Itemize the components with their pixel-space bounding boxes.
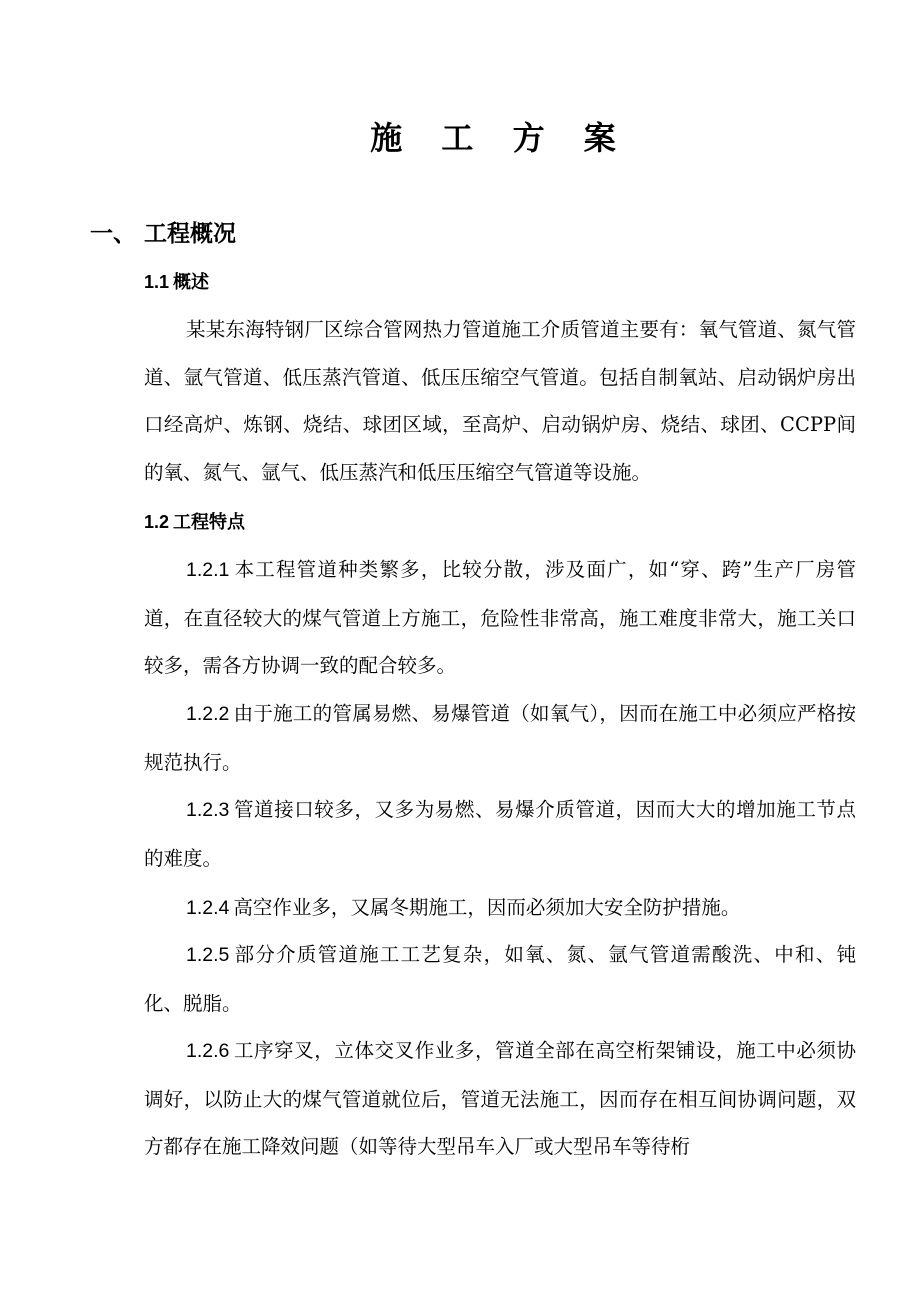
section-number: 一、 — [90, 220, 136, 247]
item-number: 1.2.3 — [186, 799, 230, 821]
item-text: 由于施工的管属易燃、易爆管道（如氧气），因而在施工中必须应严格按规范执行。 — [144, 702, 856, 774]
item-number: 1.2.4 — [186, 897, 230, 919]
item-text: 本工程管道种类繁多，比较分散，涉及面广，如“穿、跨”生产厂房管道，在直径较大的煤气管道上方施工，危险性非常高，施工难度非常大，施工关口较多，需各方协调一致的配合较多。 — [144, 558, 856, 677]
section-heading-1 — [90, 214, 236, 254]
item-text: 工序穿叉，立体交叉作业多，管道全部在高空桁架铺设，施工中必须协调好，以防止大的煤气管道就位后，管道无法施工，因而存在相互间协调问题，双方都存在施工降效问题（如等待大型吊车入厂或大型吊车等待桁 — [144, 1039, 856, 1158]
feature-item-1-2-5 — [144, 931, 856, 1027]
feature-item-1-2-2 — [144, 690, 856, 786]
subsection-number: 1.1 — [144, 272, 170, 292]
subsection-title: 概述 — [173, 272, 210, 293]
feature-item-1-2-3 — [144, 786, 856, 882]
feature-item-1-2-4 — [144, 884, 856, 933]
subsection-heading-1-2 — [144, 507, 245, 538]
item-text: 部分介质管道施工工艺复杂，如氧、氮、氩气管道需酸洗、中和、钝化、脱脂。 — [144, 943, 856, 1015]
section-title: 工程概况 — [144, 220, 236, 247]
overview-paragraph: 某某东海特钢厂区综合管网热力管道施工介质管道主要有：氧气管道、氮气管道、氩气管道、低压蒸汽管道、低压压缩空气管道。包括自制氧站、启动锅炉房出口经高炉、炼钢、烧结、球团区域，至高炉、启动锅炉房、烧结、球团、CCPP间的氧、氮气、氩气、低压蒸汽和低压压缩空气管道等设施。 — [144, 318, 856, 484]
subsection-heading-1-1 — [144, 267, 209, 298]
item-text: 高空作业多，又属冬期施工，因而必须加大安全防护措施。 — [233, 896, 741, 919]
item-number: 1.2.6 — [186, 1040, 230, 1062]
item-text: 管道接口较多，又多为易燃、易爆介质管道，因而大大的增加施工节点的难度。 — [144, 798, 856, 870]
subsection-number: 1.2 — [144, 512, 170, 532]
item-number: 1.2.2 — [186, 703, 230, 725]
item-number: 1.2.5 — [186, 944, 230, 966]
document-title: 施 工 方 案 — [370, 119, 630, 157]
item-number: 1.2.1 — [186, 559, 230, 581]
feature-item-1-2-1 — [144, 546, 856, 690]
feature-item-1-2-6 — [144, 1027, 856, 1171]
subsection-title: 工程特点 — [173, 512, 246, 533]
